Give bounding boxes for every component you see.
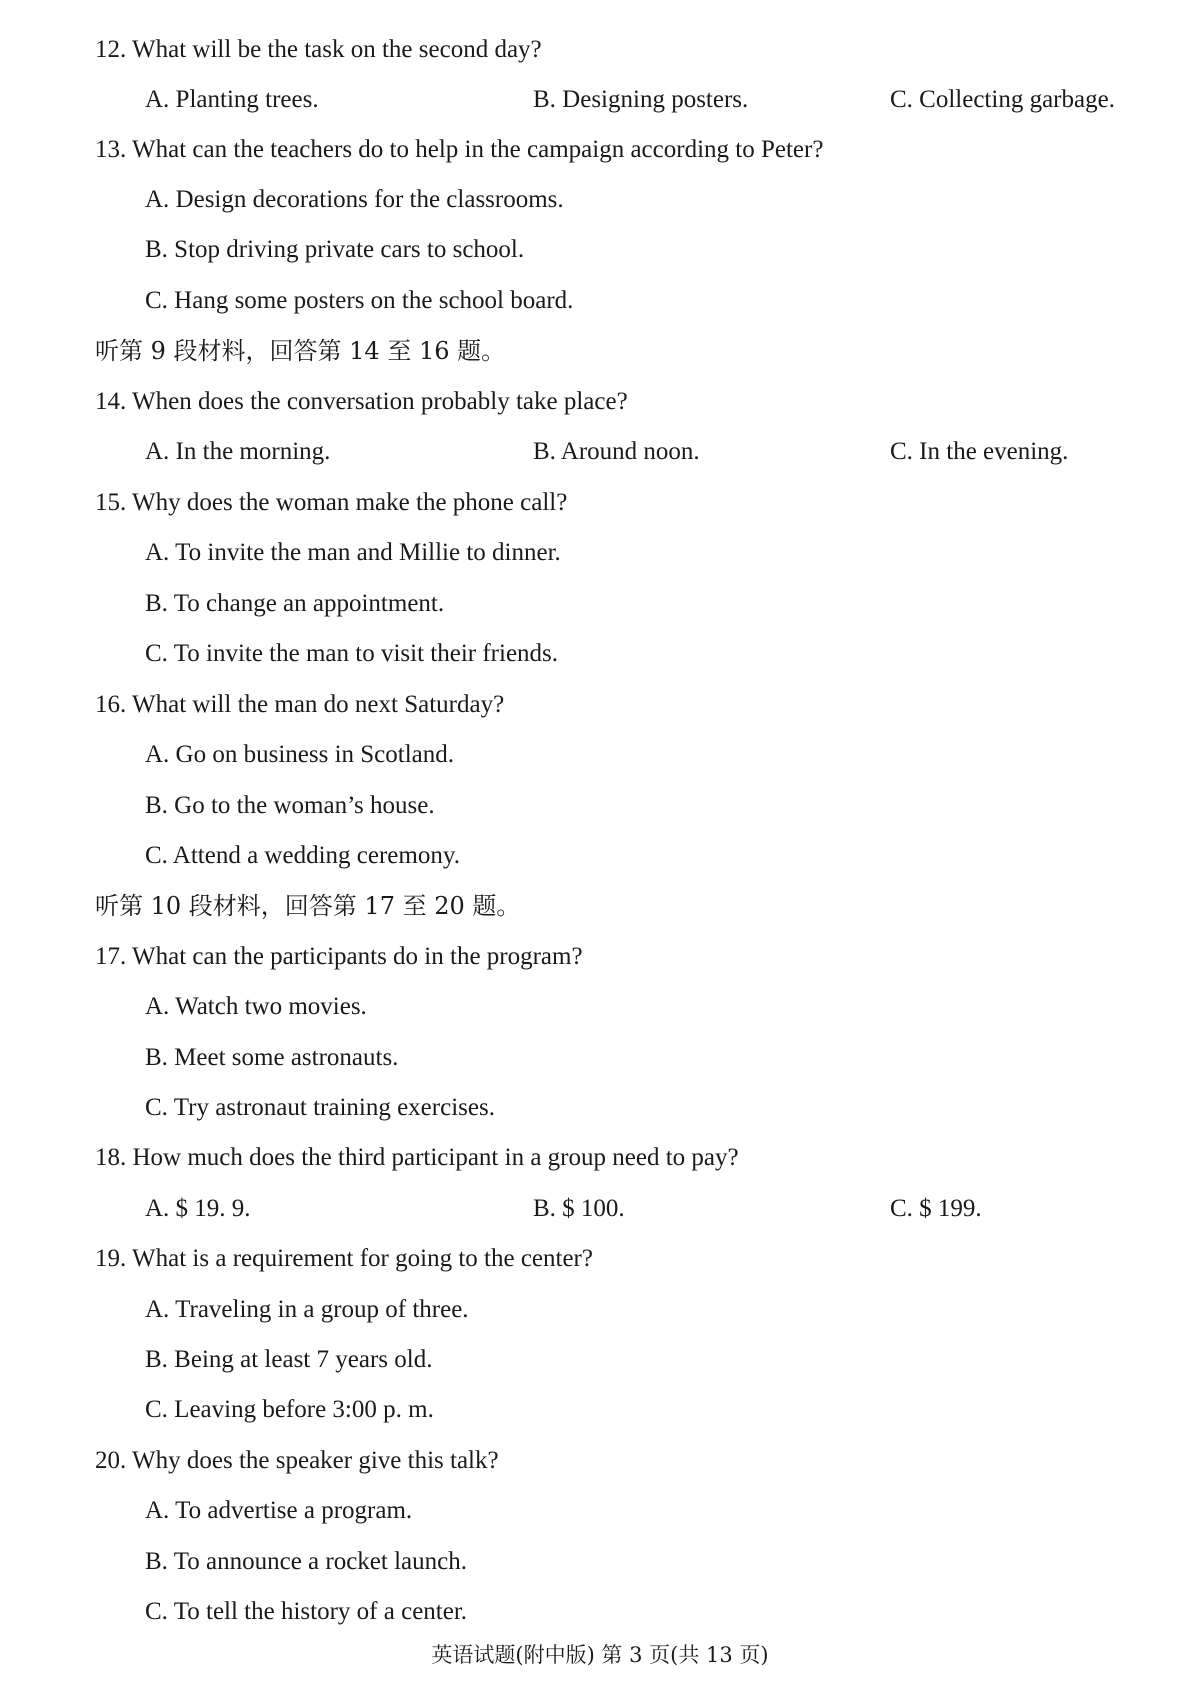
question-17: 17. What can the participants do in the program? <box>95 943 583 970</box>
question-13: 13. What can the teachers do to help in the campaign according to Peter? <box>95 136 824 163</box>
question-18: 18. How much does the third participant in a group need to pay? <box>95 1144 739 1171</box>
option-a: A. To advertise a program. <box>145 1497 413 1524</box>
option-a: A. Design decorations for the classrooms. <box>145 186 564 213</box>
question-12-options <box>0 83 1200 117</box>
option-c: C. To tell the history of a center. <box>145 1598 468 1625</box>
section-heading: 听第 9 段材料，回答第 14 至 16 题。 <box>95 337 506 365</box>
option-b: B. Meet some astronauts. <box>145 1044 399 1071</box>
option-b: B. Go to the woman’s house. <box>145 792 435 819</box>
option-c: C. Try astronaut training exercises. <box>145 1094 495 1121</box>
option-b: B. Stop driving private cars to school. <box>145 236 525 263</box>
option-a: A. In the morning. <box>145 438 331 465</box>
section-heading: 听第 10 段材料，回答第 17 至 20 题。 <box>95 892 521 920</box>
option-b: B. Around noon. <box>533 438 700 465</box>
option-c: C. $ 199. <box>890 1195 982 1222</box>
option-b: B. To change an appointment. <box>145 590 445 617</box>
option-c: C. In the evening. <box>890 438 1069 465</box>
option-a: A. To invite the man and Millie to dinner. <box>145 539 561 566</box>
option-a: A. $ 19. 9. <box>145 1195 251 1222</box>
question-12: 12. What will be the task on the second day? <box>95 36 542 63</box>
option-a: A. Go on business in Scotland. <box>145 741 455 768</box>
page-footer: 英语试题(附中版) 第 3 页(共 13 页) <box>431 1643 769 1667</box>
question-18-options <box>0 1192 1200 1226</box>
option-c: C. Attend a wedding ceremony. <box>145 842 460 869</box>
option-a: A. Traveling in a group of three. <box>145 1296 469 1323</box>
question-20: 20. Why does the speaker give this talk? <box>95 1447 499 1474</box>
question-14-options <box>0 435 1200 469</box>
question-16: 16. What will the man do next Saturday? <box>95 691 505 718</box>
question-19: 19. What is a requirement for going to the center? <box>95 1245 593 1272</box>
option-c: C. Collecting garbage. <box>890 86 1115 113</box>
option-b: B. Being at least 7 years old. <box>145 1346 433 1373</box>
option-c: C. Leaving before 3:00 p. m. <box>145 1396 434 1423</box>
option-a: A. Watch two movies. <box>145 993 367 1020</box>
option-b: B. $ 100. <box>533 1195 625 1222</box>
option-b: B. To announce a rocket launch. <box>145 1548 467 1575</box>
option-a: A. Planting trees. <box>145 86 319 113</box>
option-c: C. To invite the man to visit their friends. <box>145 640 559 667</box>
option-b: B. Designing posters. <box>533 86 749 113</box>
question-14: 14. When does the conversation probably take place? <box>95 388 628 415</box>
option-c: C. Hang some posters on the school board. <box>145 287 574 314</box>
question-15: 15. Why does the woman make the phone call? <box>95 489 568 516</box>
